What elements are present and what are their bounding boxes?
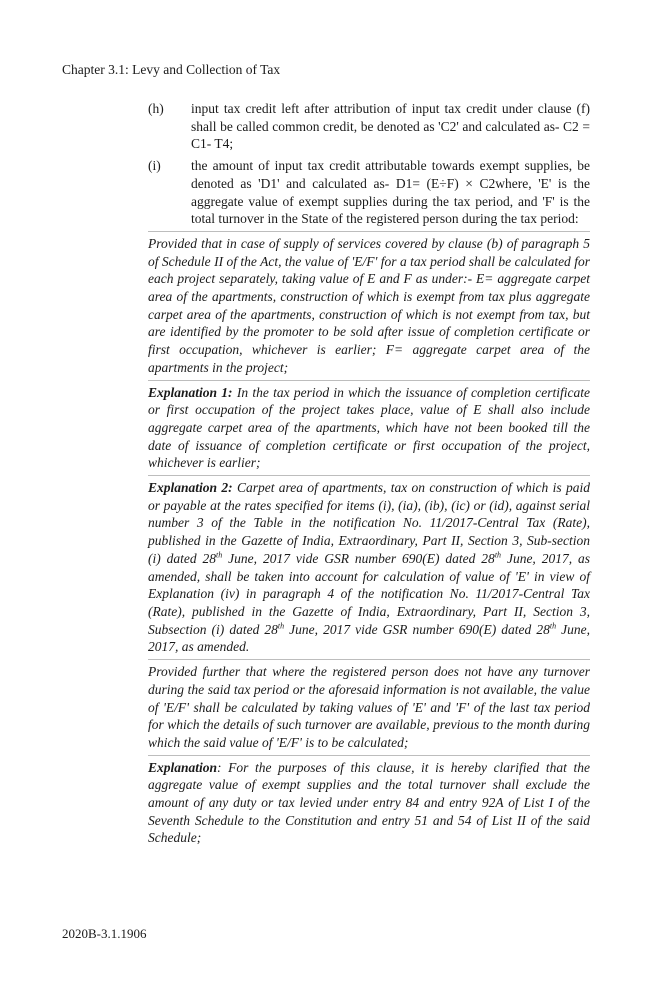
explanation-text: : For the purposes of this clause, it is hereby clarified that the aggregate value of exempt supplies and the total turnover shall exclude the amount of any duty or tax levied under entry 84 and entry 92A of List I of the Seventh Schedule to the Constitution and entry 51 and 54 of List II of the said Schedule; — [148, 759, 590, 846]
ordinal-suffix: th — [216, 550, 223, 560]
clause-text: the amount of input tax credit attributable towards exempt supplies, be denoted as 'D1' and calculated as- D1= (E÷F) × C2where, 'E' is the aggregate value of exempt supplies during the tax period, and 'F' is the total turnover in the State of the registered person during the tax period: — [191, 158, 590, 227]
first-proviso: Provided that in case of supply of services covered by clause (b) of paragraph 5 of Schedule II of the Act, the value of 'E/F' for a tax period shall be calculated for each project separately, taking value of E and F as under:- E= aggregate carpet area of the apartments, construction of which is exempt from tax plus aggregate carpet area of the apartments, construction of which is not exempt from tax, but are identified by the promoter to be sold after issue of completion certificate or first occupation, whichever is earlier; F= aggregate carpet area of the apartments in the project; — [148, 231, 590, 377]
chapter-header: Chapter 3.1: Levy and Collection of Tax — [62, 62, 281, 77]
ordinal-suffix: th — [277, 621, 285, 631]
further-proviso: Provided further that where the registered person does not have any turnover during the said tax period or the aforesaid information is not available, the value of 'E/F' shall be calculated by taking values of 'E' and 'F' of the last tax period for which the details of such turnover are available, previous to the month during which the said value of 'E/F' is to be calculated; — [148, 659, 590, 752]
page-footer-code: 2020B-3.1.1906 — [62, 926, 147, 941]
explanation-text: In the tax period in which the issuance of completion certificate or first occupation of the project takes place, value of E shall also include aggregate carpet area of the apartments, which have not been booked till the date of issuance of completion certificate or first occupation of the project, whichever is earlier; — [148, 384, 590, 471]
explanation-1 — [148, 380, 590, 473]
document-body — [148, 100, 590, 847]
clause-h — [148, 100, 590, 153]
explanation-text: Carpet area of apartments, tax on construction of which is paid or payable at the rates specified for items (i), (ia), (ib), (ic) or (id), against serial number 3 of the Table in the notification No. 11/2017-Central Tax (Rate), published in the Gazette of India, Extraordinary, Part II, Section 3, Sub-section (i) dated 28 — [148, 480, 590, 566]
explanation-label: Explanation — [148, 759, 218, 775]
clause-marker: (i) — [148, 158, 161, 174]
explanation-label: Explanation 2: — [148, 480, 233, 496]
explanation-text: June, 2017 vide GSR number 690(E) dated 28 — [222, 550, 495, 566]
ordinal-suffix: th — [494, 550, 502, 560]
explanation-text: June, 2017 vide GSR number 690(E) dated 28 — [284, 621, 550, 637]
explanation-text: June, 2017, as amended, shall be taken into account for calculation of value of 'E' in view of Explanation (iv) in paragraph 4 of the notification No. 11/2017-Central Tax (Rate), published in the Gazette of India, Extraordinary, Part II, Section 3, Subsection (i) dated 28 — [148, 550, 590, 637]
ordinal-suffix: th — [549, 621, 557, 631]
clause-marker: (h) — [148, 101, 164, 116]
clause-i — [148, 157, 590, 228]
explanation-3 — [148, 755, 590, 848]
clause-text: input tax credit left after attribution of input tax credit under clause (f) shall be called common credit, be denoted as 'C2' and calculated as- C2 = C1- T4; — [191, 101, 590, 152]
explanation-2 — [148, 475, 590, 656]
explanation-text: June, 2017, as amended. — [148, 621, 591, 655]
explanation-label: Explanation 1: — [148, 384, 233, 400]
